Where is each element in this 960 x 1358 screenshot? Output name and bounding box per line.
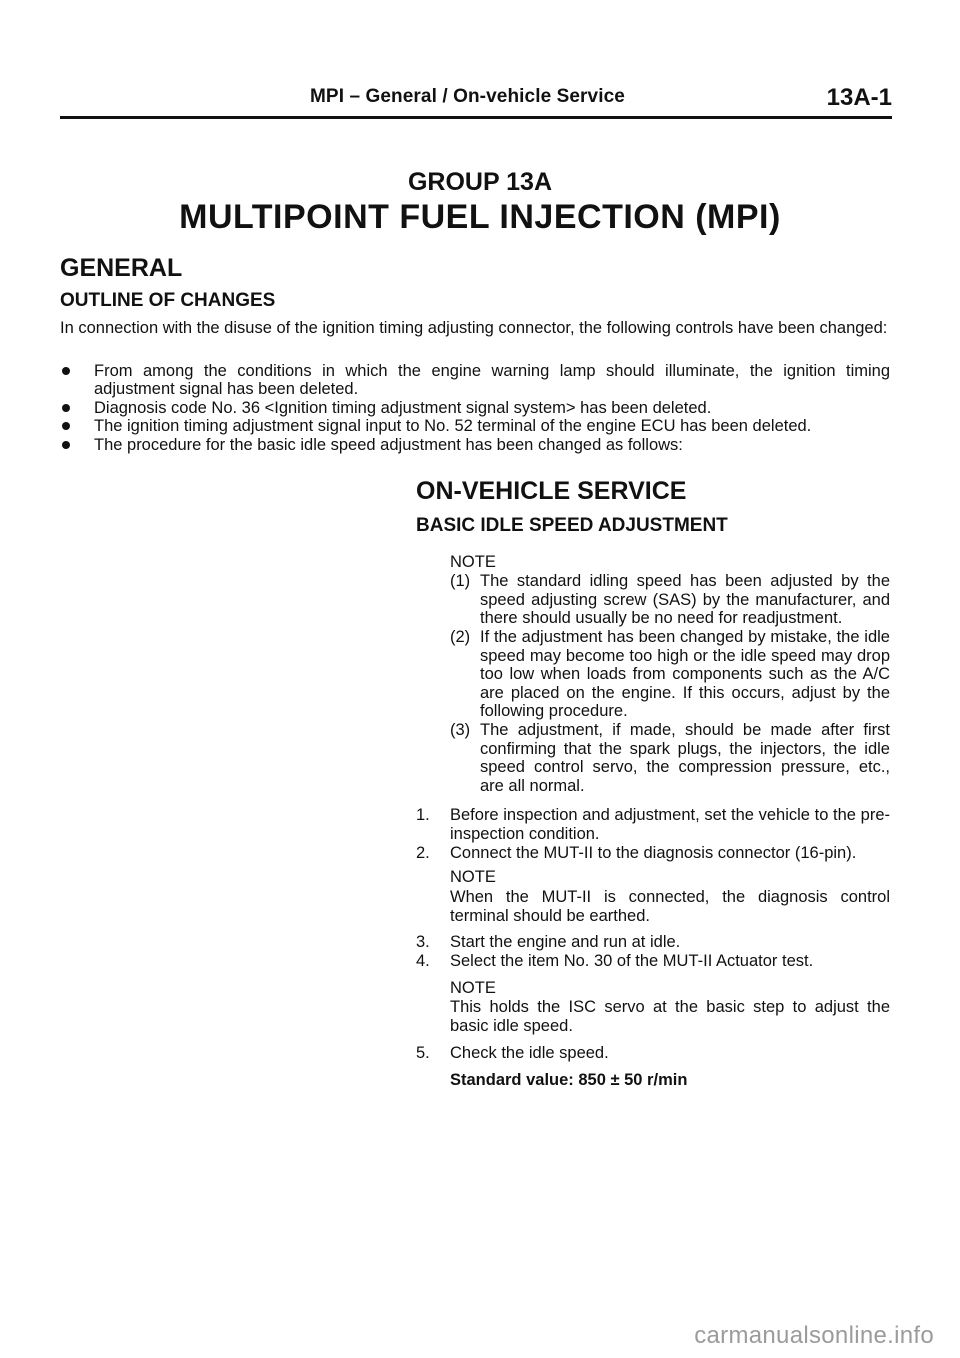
step-item xyxy=(416,1044,890,1064)
bullet-item xyxy=(62,362,890,398)
bullet-item xyxy=(62,436,890,454)
note-label: NOTE xyxy=(450,868,496,886)
note-label: NOTE xyxy=(450,553,496,571)
bullet-text: From among the conditions in which the engine warning lamp should illuminate, the ignition timing adjustment signal has been deleted. xyxy=(94,362,890,398)
step-text: Start the engine and run at idle. xyxy=(450,933,681,951)
note-item xyxy=(450,721,890,795)
step-number: 2. xyxy=(416,844,430,862)
standard-value: Standard value: 850 ± 50 r/min xyxy=(450,1071,688,1089)
note-text: This holds the ISC servo at the basic step to adjust the basic idle speed. xyxy=(450,998,890,1035)
step-item xyxy=(416,933,890,953)
group-label: GROUP 13A xyxy=(407,168,553,196)
section-title: MPI – General / On-vehicle Service xyxy=(310,86,625,107)
service-heading: ON-VEHICLE SERVICE xyxy=(416,477,687,505)
note-number: (2) xyxy=(450,628,471,646)
step-item xyxy=(416,806,890,844)
bullet-text: The procedure for the basic idle speed adjustment has been changed as follows: xyxy=(94,436,683,454)
note-number: (1) xyxy=(450,572,471,590)
bullet-dot xyxy=(62,441,70,449)
bullet-item xyxy=(62,399,890,417)
bullet-dot xyxy=(62,422,70,430)
step-number: 3. xyxy=(416,933,430,951)
step-text: Connect the MUT-II to the diagnosis connector (16-pin). xyxy=(450,844,857,862)
step-item xyxy=(416,844,890,864)
note-label: NOTE xyxy=(450,979,496,997)
note-text: When the MUT-II is connected, the diagnosis control terminal should be earthed. xyxy=(450,888,890,925)
step-text: Before inspection and adjustment, set the vehicle to the pre-inspection condition. xyxy=(450,806,890,843)
bullet-item xyxy=(62,417,890,435)
watermark: carmanualsonline.info xyxy=(694,1322,934,1349)
page-header xyxy=(60,86,892,116)
bullet-dot xyxy=(62,367,70,375)
group-title: MULTIPOINT FUEL INJECTION (MPI) xyxy=(179,198,781,236)
outline-heading: OUTLINE OF CHANGES xyxy=(60,290,276,311)
idle-adjustment-heading: BASIC IDLE SPEED ADJUSTMENT xyxy=(416,515,728,536)
note-text: The standard idling speed has been adjusted by the speed adjusting screw (SAS) by the manufacturer, and there should usually be no need for readjustment. xyxy=(480,572,890,627)
note-item xyxy=(450,628,890,722)
step-item xyxy=(416,952,890,972)
step-text: Check the idle speed. xyxy=(450,1044,609,1062)
intro-paragraph: In connection with the disuse of the ignition timing adjusting connector, the following controls have been changed: xyxy=(60,319,888,337)
note-text: If the adjustment has been changed by mistake, the idle speed may become too high or the idle speed may drop too low when loads from components such as the A/C are placed on the engine. If this occurs, adjust by the following procedure. xyxy=(480,628,890,720)
step-number: 1. xyxy=(416,806,430,824)
step-number: 5. xyxy=(416,1044,430,1062)
general-heading: GENERAL xyxy=(60,254,183,282)
bullet-dot xyxy=(62,404,70,412)
bullet-text: Diagnosis code No. 36 <Ignition timing adjustment signal system> has been deleted. xyxy=(94,399,712,417)
note-text: The adjustment, if made, should be made after first confirming that the spark plugs, the injectors, the idle speed control servo, the compression pressure, etc., are all normal. xyxy=(480,721,890,795)
step-text: Select the item No. 30 of the MUT-II Actuator test. xyxy=(450,952,814,970)
step-number: 4. xyxy=(416,952,430,970)
note-number: (3) xyxy=(450,721,471,739)
note-item xyxy=(450,572,890,628)
header-rule xyxy=(60,116,892,119)
bullet-text: The ignition timing adjustment signal input to No. 52 terminal of the engine ECU has been deleted. xyxy=(94,417,812,435)
page-number: 13A-1 xyxy=(826,84,892,111)
